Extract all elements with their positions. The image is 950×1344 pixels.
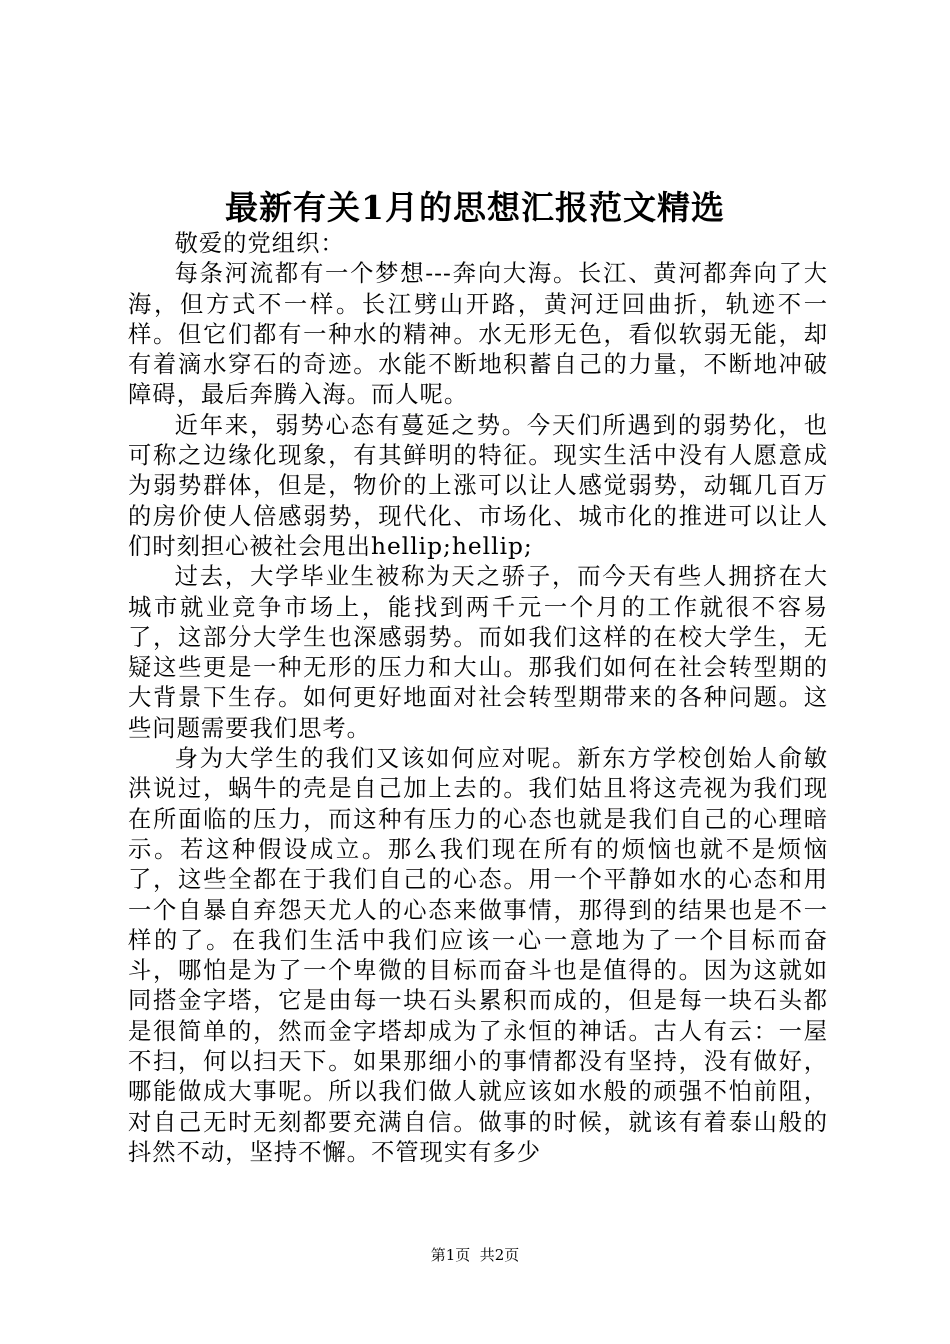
document-title: 最新有关1月的思想汇报范文精选 <box>225 188 725 227</box>
salutation: 敬爱的党组织： <box>174 230 345 257</box>
page-footer: 第1页 共2页 <box>430 1246 520 1264</box>
paragraph: 身为大学生的我们又该如何应对呢。新东方学校创始人俞敏洪说过，蜗牛的壳是自己加上去的。我们姑且将这壳视为我们现在所面临的压力，而这种有压力的心态也就是我们自己的心理暗示。若这种假设成立。那么我们现在所有的烦恼也就不是烦恼了，这些全都在于我们自己的心态。用一个平静如水的心态和用一个自暴自弃怨天尤人的心态来做事情，那得到的结果也是不一样的了。在我们生活中我们应该一心一意地为了一个目标而奋斗，哪怕是为了一个卑微的目标而奋斗也是值得的。因为这就如同搭金字塔，它是由每一块石头累积而成的，但是每一块石头都是很简单的，然而金字塔却成为了永恒的神话。古人有云：一屋不扫，何以扫天下。如果那细小的事情都没有坚持，没有做好，哪能做成大事呢。所以我们做人就应该如水般的顽强不怕前阻，对自己无时无刻都要充满自信。做事的时候，就该有着泰山般的抖然不动，坚持不懈。不管现实有多少 <box>128 745 828 1166</box>
paragraph: 过去，大学毕业生被称为天之骄子，而今天有些人拥挤在大城市就业竞争市场上，能找到两千元一个月的工作就很不容易了，这部分大学生也深感弱势。而如我们这样的在校大学生，无疑这些更是一种无形的压力和大山。那我们如何在社会转型期的大背景下生存。如何更好地面对社会转型期带来的各种问题。这些问题需要我们思考。 <box>128 563 828 742</box>
paragraph: 近年来，弱势心态有蔓延之势。今天们所遇到的弱势化，也可称之边缘化现象，有其鲜明的特征。现实生活中没有人愿意成为弱势群体，但是，物价的上涨可以让人感觉弱势，动辄几百万的房价使人倍感弱势，现代化、市场化、城市化的推进可以让人们时刻担心被社会甩出hellip;hellip; <box>128 411 828 560</box>
document-body <box>128 229 828 1168</box>
paragraph: 每条河流都有一个梦想---奔向大海。长江、黄河都奔向了大海，但方式不一样。长江劈山开路，黄河迂回曲折，轨迹不一样。但它们都有一种水的精神。水无形无色，看似软弱无能，却有着滴水穿石的奇迹。水能不断地积蓄自己的力量，不断地冲破障碍，最后奔腾入海。而人呢。 <box>128 260 828 409</box>
